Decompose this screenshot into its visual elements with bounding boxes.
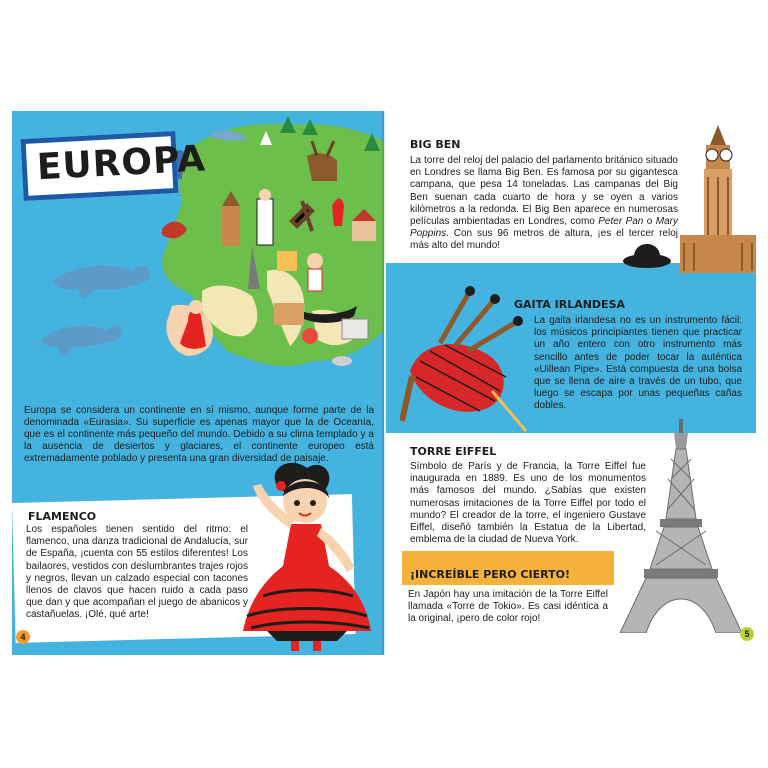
bowler-hat-icon [622,233,672,273]
page-number-badge: 5 [740,627,754,641]
big-ben-text-part-2: . Con sus 96 metros de altura, ¡es el tercer reloj más alto del mundo! [410,228,678,252]
page-title: EUROPA [35,138,207,189]
eiffel-paragraph: Símbolo de París y de Francia, la Torre Eiffel fue inaugurada en 1889. Es uno de los monumentos más famosos del mundo. ¿Sabías que existen numerosas imitaciones de la Torre Eiffel por todo el mundo? El creador de la torre, el ingeniero Gustave Eiffel, diseñó también la Estatua de la Libertad, emblema de la ciudad de Nueva York. [410,461,646,546]
gaita-paragraph: La gaita irlandesa no es un instrumento fácil: los músicos principiantes tienen que practicar un año entero con otro instrumento más sencillo antes de poder tocar la auténtica «Uillean Pipe». Está compuesta de una bolsa que se llena de aire a través de un tubo, que luego se escapa por unas pequeñas cañas dobles. [534,315,742,412]
flamenco-heading: FLAMENCO [28,510,97,523]
intro-paragraph: Europa se considera un continente en sí mismo, aunque forme parte de la denominada «Eurasia». Su superficie es apenas mayor que la de Oceanía, que es el continente más pequeño del mundo. Debido a su clima templado y a la ausencia de desiertos y glaciares, el continente europeo está extremadamente poblado y presenta una gran diversidad de paisaje. [24,405,374,465]
right-page [386,111,756,655]
gaita-heading: GAITA IRLANDESA [514,298,625,311]
big-ben-connector: o [643,216,656,228]
film-title-2: Mary Poppins [410,216,678,240]
fact-paragraph: En Japón hay una imitación de la Torre Eiffel llamada «Torre de Tokio». Es casi idéntica a la original, ¡pero de color rojo! [408,589,608,625]
film-title-1: Peter Pan [598,216,644,228]
big-ben-text-part-1: La torre del reloj del palacio del parlamento británico situado en Londres se llama Big Ben. Es famosa por su gigantesca campana, que pesa 14 toneladas. Las campanas del Big Ben suenan cada cuarto de hora y se oyen a varios kilómetros a la redonda. El Big Ben aparece en numerosas películas ambientadas en Londres, como [410,155,678,228]
page-title-box [20,131,207,201]
eiffel-heading: TORRE EIFFEL [410,445,497,458]
eiffel-tower-illustration [616,419,746,633]
bagpipe-illustration [400,281,534,433]
big-ben-illustration [680,125,756,273]
flamenco-dancer-illustration [237,456,377,655]
flamenco-paragraph: Los españoles tienen sentido del ritmo: el flamenco, una danza tradicional de Andalucía, sur de España, ¡cuenta con 55 estilos diferentes! Los bailaores, vestidos con deslumbrantes trajes rojos y negros, llevan un calzado especial con tacones llenos de clavos que hacen ruido a cada paso que dan y que acompañan el juego de abanicos y castañuelas. ¡Olé, qué arte! [26,524,248,621]
page-number-badge: 4 [16,630,30,644]
left-page [12,111,384,655]
big-ben-heading: BIG BEN [410,138,461,151]
fact-heading: ¡INCREÍBLE PERO CIERTO! [410,568,570,581]
